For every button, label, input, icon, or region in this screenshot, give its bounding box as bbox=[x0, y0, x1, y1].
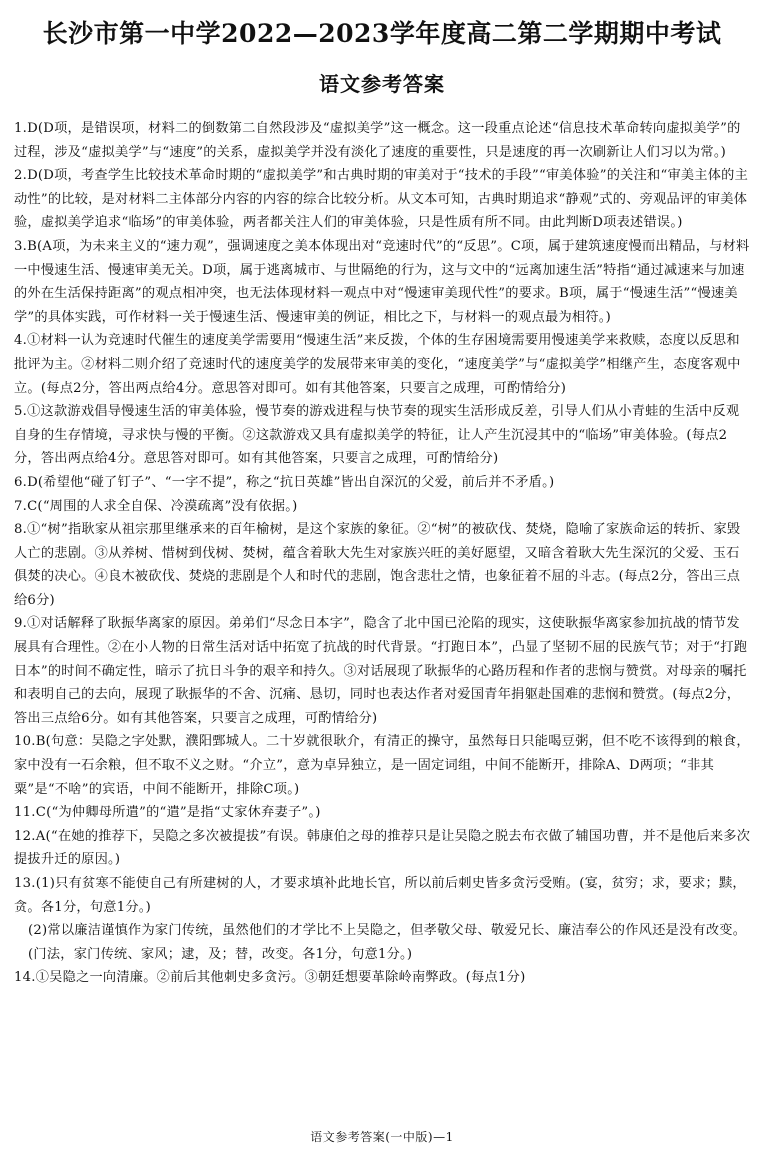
answer-text: 2.D(D项，考查学生比较技术革命时期的“虚拟美学”和古典时期的审美对于“技术的手段”“审美体验”的关注和“审美主体的主动性”的比较，是对材料二主体部分内容的内容的综合比较分析。从文本可知，古典时期追求“静观”式的、旁观品评的审美体验，虚拟美学追求“临场”的审美体验，两者都关注人们的审美体验，只是性质有所不同。由此判断D项表述错误。) bbox=[14, 168, 749, 231]
answer-item-8 bbox=[14, 518, 752, 612]
answer-text: (2)常以廉洁谨慎作为家门传统，虽然他们的才学比不上吴隐之，但孝敬父母、敬爱兄长、廉洁奉公的作风还是没有改变。(门法，家门传统、家风；逮，及；替，改变。各1分，句意1分。) bbox=[28, 923, 747, 962]
answer-text: 8.①“树”指耿家从祖宗那里继承来的百年榆树，是这个家族的象征。②“树”的被砍伐、焚烧，隐喻了家族命运的转折、家毁人亡的悲剧。③从养树、惜树到伐树、焚树，蕴含着耿大先生对家族兴旺的美好愿望，又暗含着耿大先生深沉的父爱、玉石俱焚的决心。④良木被砍伐、焚烧的悲剧是个人和时代的悲剧，饱含悲壮之情，也象征着不屈的斗志。(每点2分，答出三点给6分) bbox=[14, 522, 741, 608]
answer-item-10 bbox=[14, 730, 752, 801]
answer-item-6 bbox=[14, 471, 752, 495]
page-subtitle: 语文参考答案 bbox=[319, 72, 445, 96]
answer-item-5 bbox=[14, 400, 752, 471]
answer-text: 3.B(A项，为未来主义的“速力观”，强调速度之美本体现出对“竞速时代”的“反思”。C项，属于建筑速度慢而出精品，与材料一中慢速生活、慢速审美无关。D项，属于逃离城市、与世隔绝的行为，这与文中的“远离加速生活”特指“通过减速来与加速的外在生活保持距离”的观点相冲突，也无法体现材料一观点中对“慢速审美现代性”的要求。B项，属于“慢速生活”“慢速美学”的具体实践，可作材料一关于慢速生活、慢速审美的例证，相比之下，与材料一的观点最为相符。) bbox=[14, 238, 750, 325]
answer-item-11 bbox=[14, 801, 752, 825]
answer-text: 14.①吴隐之一向清廉。②前后其他刺史多贪污。③朝廷想要革除岭南弊政。(每点1分) bbox=[14, 970, 526, 986]
answer-text: 9.①对话解释了耿振华离家的原因。弟弟们“尽念日本字”，隐含了北中国已沦陷的现实，这使耿振华离家参加抗战的情节发展具有合理性。②在小人物的日常生活对话中拓宽了抗战的时代背景。“打跑日本”，凸显了坚韧不屈的民族气节；对于“打跑日本”的时间不确定性，暗示了抗日斗争的艰辛和持久。③对话展现了耿振华的心路历程和作者的悲悯与赞赏。对母亲的嘱托和表明自己的去向，展现了耿振华的不舍、沉痛、恳切，同时也表达作者对爱国青年捐躯赴国难的悲悯和赞赏。(每点2分，答出三点给6分。如有其他答案，只要言之成理，可酌情给分) bbox=[14, 616, 748, 726]
answer-text: 13.(1)只有贫寒不能使自己有所建树的人，才要求填补此地长官，所以前后刺史皆多贪污受贿。(宴，贫穷；求，要求；黩，贪。各1分，句意1分。) bbox=[14, 876, 746, 915]
answer-text: 4.①材料一认为竞速时代催生的速度美学需要用“慢速生活”来反拨，个体的生存困境需要用慢速美学来救赎，态度以反思和批评为主。②材料二则介绍了竞速时代的速度美学的发展带来审美的变化，“速度美学”与“虚拟美学”相继产生，态度客观中立。(每点2分，答出两点给4分。意思答对即可。如有其他答案，只要言之成理，可酌情给分) bbox=[14, 333, 741, 396]
exam-title: 长沙市第一中学2022—2023学年度高二第二学期期中考试 bbox=[42, 19, 722, 48]
answer-text: 5.①这款游戏倡导慢速生活的审美体验，慢节奏的游戏进程与快节奏的现实生活形成反差，引导人们从小青蛙的生活中反观自身的生存情境，寻求快与慢的平衡。②这款游戏又具有虚拟美学的特征，让人产生沉浸其中的“临场”审美体验。(每点2分，答出两点给4分。意思答对即可。如有其他答案，只要言之成理，可酌情给分) bbox=[14, 404, 740, 467]
answer-item-9 bbox=[14, 612, 752, 730]
answer-text: 1.D(D项，是错误项，材料二的倒数第二自然段涉及“虚拟美学”这一概念。这一段重点论述“信息技术革命转向虚拟美学”的过程，涉及“虚拟美学”与“速度”的关系，虚拟美学并没有淡化了速度的重要性，只是速度的再一次刷新让人们习以为常。) bbox=[14, 121, 741, 160]
answer-item-13-1 bbox=[14, 872, 752, 919]
answer-item-1 bbox=[14, 117, 752, 164]
answer-text: 10.B(句意：吴隐之字处默，濮阳鄄城人。二十岁就很耿介，有清正的操守，虽然每日只能喝豆粥，但不吃不该得到的粮食，家中没有一石余粮，但不取不义之财。“介立”，意为卓异独立，是一固定词组，中间不能断开，排除A、D两项；“非其粟”是“不啥”的宾语，中间不能断开，排除C项。) bbox=[14, 734, 750, 797]
answer-text: 12.A(“在她的推荐下，吴隐之多次被提拔”有误。韩康伯之母的推荐只是让吴隐之脱去布衣做了辅国功曹，并不是他后来多次提拔升迁的原因。) bbox=[14, 828, 751, 868]
answer-item-4 bbox=[14, 329, 752, 400]
answer-item-7 bbox=[14, 495, 752, 519]
answers-body bbox=[14, 117, 752, 990]
answer-item-3 bbox=[14, 235, 752, 329]
answer-item-2 bbox=[14, 164, 752, 235]
answer-text: 6.D(希望他“碰了钉子”、“一字不提”，称之“抗日英雄”皆出自深沉的父爱，前后并不矛盾。) bbox=[14, 474, 555, 490]
answer-item-12 bbox=[14, 825, 752, 872]
page-footer: 语文参考答案(一中版)—1 bbox=[310, 1130, 454, 1144]
answer-item-14 bbox=[14, 966, 752, 990]
answer-text: 7.C(“周围的人求全自保、冷漠疏离”没有依据。) bbox=[14, 498, 298, 514]
answer-item-13-2 bbox=[14, 919, 752, 966]
answer-text: 11.C(“为仲卿母所遣”的“遣”是指“丈家休弃妻子”。) bbox=[14, 805, 321, 821]
